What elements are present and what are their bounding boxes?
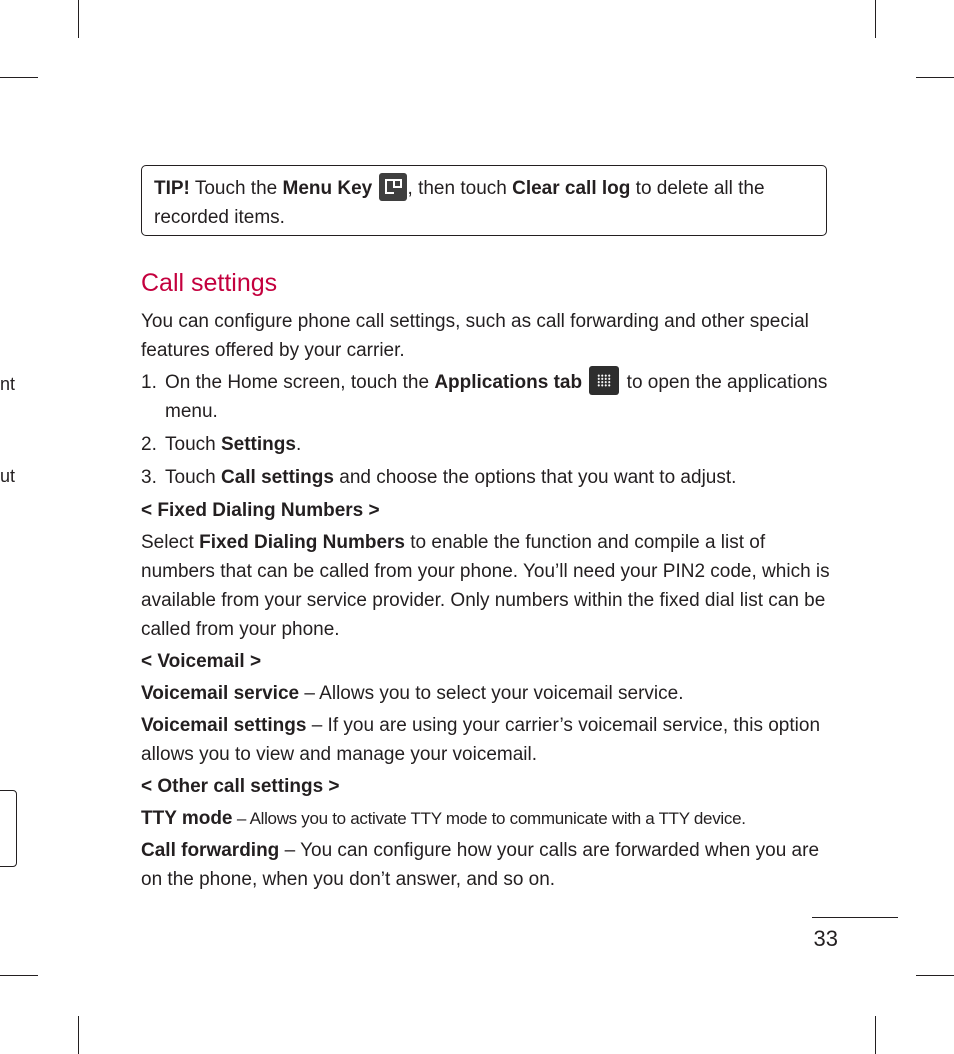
step-item — [141, 368, 831, 426]
crop-mark — [875, 0, 876, 38]
tip-label: TIP! — [154, 178, 190, 199]
step-number: 1. — [141, 372, 157, 393]
step-number: 3. — [141, 467, 157, 488]
menu-key-icon — [379, 173, 407, 201]
edge-text: nt — [0, 374, 16, 394]
crop-mark — [0, 77, 38, 78]
voicemail-service-paragraph: Voicemail service – Allows you to select your voicemail service. — [141, 683, 684, 704]
clear-call-log-label: Clear call log — [512, 178, 631, 199]
voicemail-heading: < Voicemail > — [141, 651, 262, 672]
step-bold: Applications tab — [434, 372, 583, 393]
edge-text: ut — [0, 466, 16, 486]
step-text: . — [295, 434, 302, 455]
edge-box — [0, 790, 17, 867]
step-bold: Call settings — [220, 467, 334, 488]
tip-text: to delete all the recorded items. — [154, 178, 765, 228]
crop-mark — [916, 77, 954, 78]
fdn-paragraph: Select Fixed Dialing Numbers to enable the function and compile a list of numbers that can be called from your phone. You’ll need your PIN2 code, which is available from your service provider. Only numbers within the fixed dial list can be called from your phone. — [141, 532, 830, 640]
step-text: Touch — [165, 434, 221, 455]
crop-mark — [0, 975, 38, 976]
call-forwarding-paragraph: Call forwarding – You can configure how your calls are forwarded when you are on the phone, when you don’t answer, and so on. — [141, 840, 820, 890]
section-title: Call settings — [141, 269, 278, 297]
step-item — [141, 463, 831, 492]
tty-mode-paragraph: TTY mode – Allows you to activate TTY mode to communicate with a TTY device. — [141, 808, 746, 829]
page-number-rule — [812, 917, 898, 951]
crop-mark — [875, 1016, 876, 1054]
step-text: Touch — [165, 467, 221, 488]
call-settings-section — [141, 266, 831, 897]
crop-mark — [78, 1016, 79, 1054]
menu-key-label: Menu Key — [282, 178, 373, 199]
step-bold: Settings — [220, 434, 296, 455]
crop-mark — [78, 0, 79, 38]
fdn-heading: < Fixed Dialing Numbers > — [141, 500, 380, 521]
crop-mark — [916, 975, 954, 976]
voicemail-settings-paragraph: Voicemail settings – If you are using your carrier’s voicemail service, this option allows you to view and manage your voicemail. — [141, 715, 821, 765]
tip-text: , then touch — [407, 178, 513, 199]
step-text: On the Home screen, touch the — [165, 372, 435, 393]
tip-text: Touch the — [189, 178, 283, 199]
step-text: to open the applications menu. — [165, 372, 828, 422]
applications-grid-icon — [589, 366, 619, 395]
tip-box — [141, 165, 827, 236]
step-item — [141, 430, 831, 459]
intro-paragraph: You can configure phone call settings, such as call forwarding and other special features offered by your carrier. — [141, 311, 809, 361]
step-text: and choose the options that you want to adjust. — [333, 467, 737, 488]
other-settings-heading: < Other call settings > — [141, 776, 340, 797]
step-number: 2. — [141, 434, 157, 455]
page-number: 33 — [813, 926, 838, 951]
